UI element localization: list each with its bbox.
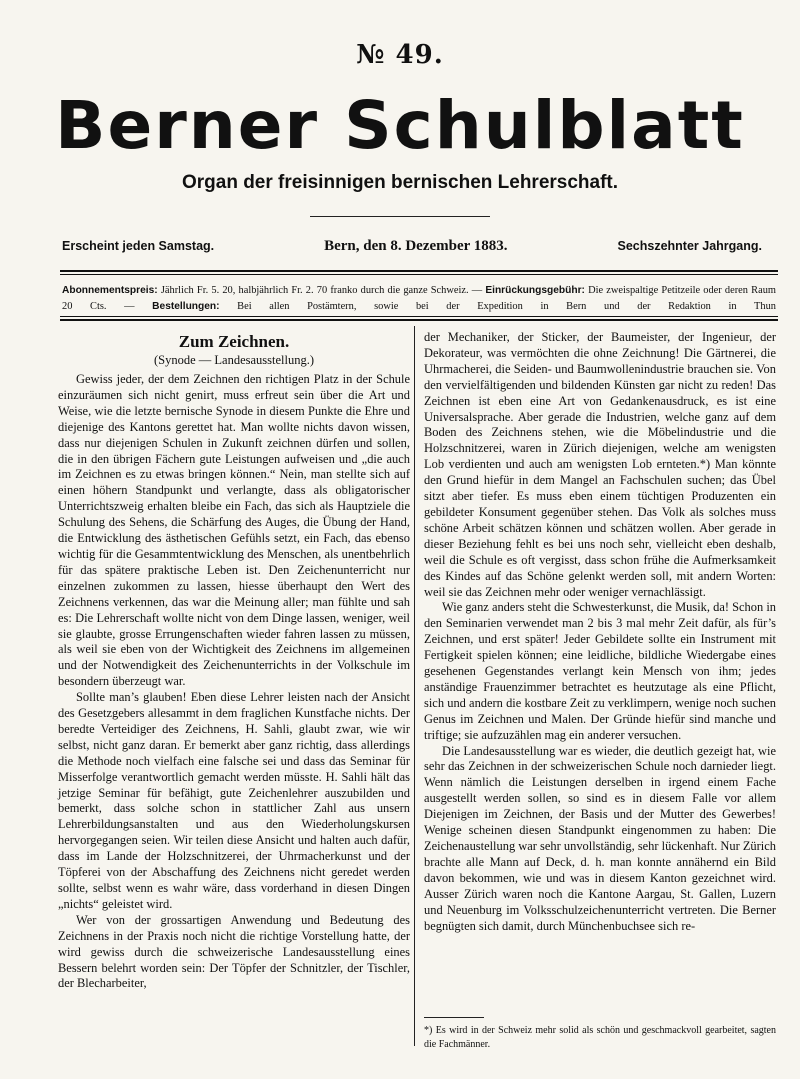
paragraph: Wie ganz anders steht die Schwesterkunst, die Musik, da! Schon in den Seminarien verwendet man 2 bis 3 mal mehr Zeit dafür, als für’s Zeichnen, und erst später! Jeder Gebildete sollte ein Instrument mit Fertigkeit spielen können; eine leidliche, bildliche Wiedergabe eines gesehenen Gegenstandes verlangt kein Mensch von ihm; jedes anständige Frauenzimmer betrachtet es heutzutage als eine Pflicht, sich und andern die kostbare Zeit zu verklimpern, wenige noch suchen Genus im Zeichnen und Malen. Der Gründe hiefür sind manche und triftige; sie aufzuzählen mag ein anderer versuchen. — [424, 600, 776, 742]
paragraph: Die Landesausstellung war es wieder, die deutlich gezeigt hat, wie sehr das Zeichnen in der schweizerischen Schule noch darnieder liegt. Wenn nämlich die Leistungen derselben in irgend einem Fache ausgestellt werden sollen, so sind es in diesem Falle vor allem Diejenigen im Zeichnen, der Basis und der Mutter des Gewerbes! Wenige scheinen diesen Standpunkt eingenommen zu haben: Die Zeichenaustellung war sehr unvollständig, sehr lückenhaft. Nur Zürich brachte alle Mann auf Deck, d. h. man konnte annähernd ein Bild davon bekommen, wie und was in diesem Kanton gezeichnet wird. Ausser Zürich waren noch die Kantone Aargau, St. Gallen, Luzern und Neuenburg im Volksschulzeichenunterricht vertreten. Die Berner begnügten sich damit, durch Münchenbuchsee sich re- — [424, 743, 776, 933]
orders-text: Bei allen Postämtern, sowie bei der Expedition in Bern und der Redaktion in Thun — [219, 301, 776, 312]
footnote: *) Es wird in der Schweiz mehr solid als schön und geschmackvoll gearbeitet, sagten die Fachmänner. — [424, 1025, 776, 1050]
masthead-title: Berner Schulblatt — [55, 87, 745, 164]
subscription-info — [62, 283, 776, 315]
publication-frequency: Erscheint jeden Samstag. — [62, 239, 215, 253]
issue-number: № 49. — [356, 40, 444, 70]
volume-label: Sechszehnter Jahrgang. — [617, 239, 762, 253]
price-text: Jährlich Fr. 5. 20, halbjährlich Fr. 2. 70 franko durch die ganze Schweiz. — — [157, 285, 486, 296]
issue-date: Bern, den 8. Dezember 1883. — [324, 238, 508, 254]
footnote-divider — [424, 1017, 484, 1018]
paragraph: Wer von der grossartigen Anwendung und Bedeutung des Zeichnens in der Praxis noch nicht die richtige Vorstellung hatte, der wird gewiss durch die schweizerische Landesausstellung eines Bessern belehrt worden sein: Der Töpfer der Schnitzler, der Tischler, der Blecharbeiter, — [58, 912, 410, 991]
price-label: Abonnementspreis: — [62, 285, 158, 296]
divider — [60, 274, 778, 275]
divider — [60, 270, 778, 272]
masthead-subtitle: Organ der freisinnigen bernischen Lehrerschaft. — [181, 172, 619, 193]
paragraph: Sollte man’s glauben! Eben diese Lehrer leisten nach der Ansicht des Gesetzgebers allesammt in dem fraglichen Kunstfache nichts. Der beredte Verteidiger des Zeichnens, H. Sahli, glaubt zwar, wie wir selbst, nicht ganz daran. Er bemerkt aber ganz richtig, dass allerdings die Methode noch vielfach eine falsche sei und dass das Seminar für Misserfolge verantwortlich gemacht werden müsste. H. Sahli hält das jetzige Seminar für befähigt, gute Zeichenlehrer auszubilden und bemerkt, dass solche schon in stattlicher Zahl aus unsern Lehrerbildungsanstalten und aus den Wiederholungskursen hervorgegangen seien. Wir teilen diese Ansicht und halten auch dafür, dass im Lande der Holzschnitzerei, der Uhrmacherkunst und der Töpferei von der Abschaffung des Zeichnens nicht geredet werden sollte, selbst wenn es wahr wäre, dass vorderhand in diesen Dingen „nichts“ geleistet wird. — [58, 690, 410, 911]
divider — [310, 216, 490, 217]
dateline — [62, 238, 762, 258]
article-subtitle: (Synode — Landesausstellung.) — [153, 353, 315, 367]
divider — [60, 319, 778, 321]
right-column — [424, 330, 776, 934]
paragraph: der Mechaniker, der Sticker, der Baumeister, der Ingenieur, der Dekorateur, was vermöchten die ohne Zeichnung! Die Gärtnerei, die Uhrmacherei, die Seiden- und Baumwollenindustrie brauchen sie. Von den vervielfältigenden und bildenden Künsten gar nicht zu reden! Das Zeichnen ist eben eine Art von Gedankenausdruck, es ist eine Universalsprache. Aber gerade die Industrien, welche ganz auf dem Boden des Zeichnens stehen, wie die Möbelindustrie und die Holzschnitzerei, waren in Zürich diejenigen, welche am wenigsten Lob verdienten und auch am wenigsten Lob ernteten.*) Man könnte den Grund hiefür in dem Mangel an Fachschulen suchen; das Übel sitzt aber tiefer. Es muss eben einem tüchtigen Produzenten ein gebildeter Konsument gegenüber stehen. Das Volk als solches muss schöne Arbeit schätzen können und schätzen wollen. Aber gerade in dieser Beziehung fehlt es bei uns noch sehr, vielleicht eben deshalb, weil die Schule es oft vergisst, dass schon frühe die Aufmerksamkeit des Kindes auf das Schöne gelenkt werden soll, mit andern Worten: weil sie das Zeichnen mehr oder weniger vernachlässigt. — [424, 330, 776, 599]
divider — [60, 316, 778, 317]
column-divider — [414, 326, 415, 1046]
orders-label: Bestellungen: — [152, 301, 220, 312]
insertion-label: Einrückungsgebühr: — [485, 285, 585, 296]
left-column — [58, 330, 410, 992]
article-title: Zum Zeichnen. — [178, 332, 290, 351]
paragraph: Gewiss jeder, der dem Zeichnen den richtigen Platz in der Schule einzuräumen sich nicht genirt, muss erfreut sein über die Art und Weise, wie die letzte bernische Synode in diesem Punkte die Ehre und diejenige des Kantons gerettet hat. Man wollte nichts davon wissen, dass nur diejenigen Schulen in Zukunft zeichnen dürfen und sollen, die in den übrigen Fächern gute Leistungen aufweisen und „die auch im Zeichnen es zu etwas bringen können.“ Nein, man stellte sich auf einen höhern Standpunkt und verlangte, dass als obligatorischer Unterrichtszweig erhalten bleibe ein Fach, das sich als Hauptziele die Schulung des Sehens, die Schärfung des Auges, die Übung der Hand, die Entwicklung des ästhetischen Gefühls setzt, ein Fach, das ebenso wichtig für die Gesammtentwicklung des Menschen, als unentbehrlich für das spätere praktische Leben ist. Den Zeichenunterricht nur einzelnen zukommen zu lassen, hiesse überhaupt den Wert des Zeichnens verkennen, das war die Meinung aller; man fühlte und sah es: Die Lehrerschaft wollte nicht von dem Dinge lassen, weniger, weil sie glaubte, grosse Errungenschaften wieder fahren lassen zu müssen, als weil sie eben von der Wichtigkeit des Zeichnens im allgemeinen und der Notwendigkeit des Zeichenunterrichts in der Volkschule im besondern überzeugt war. — [58, 372, 410, 689]
insertion-text: Die zweispaltige Petitzeile oder deren Raum 20 Cts. — — [62, 285, 776, 312]
